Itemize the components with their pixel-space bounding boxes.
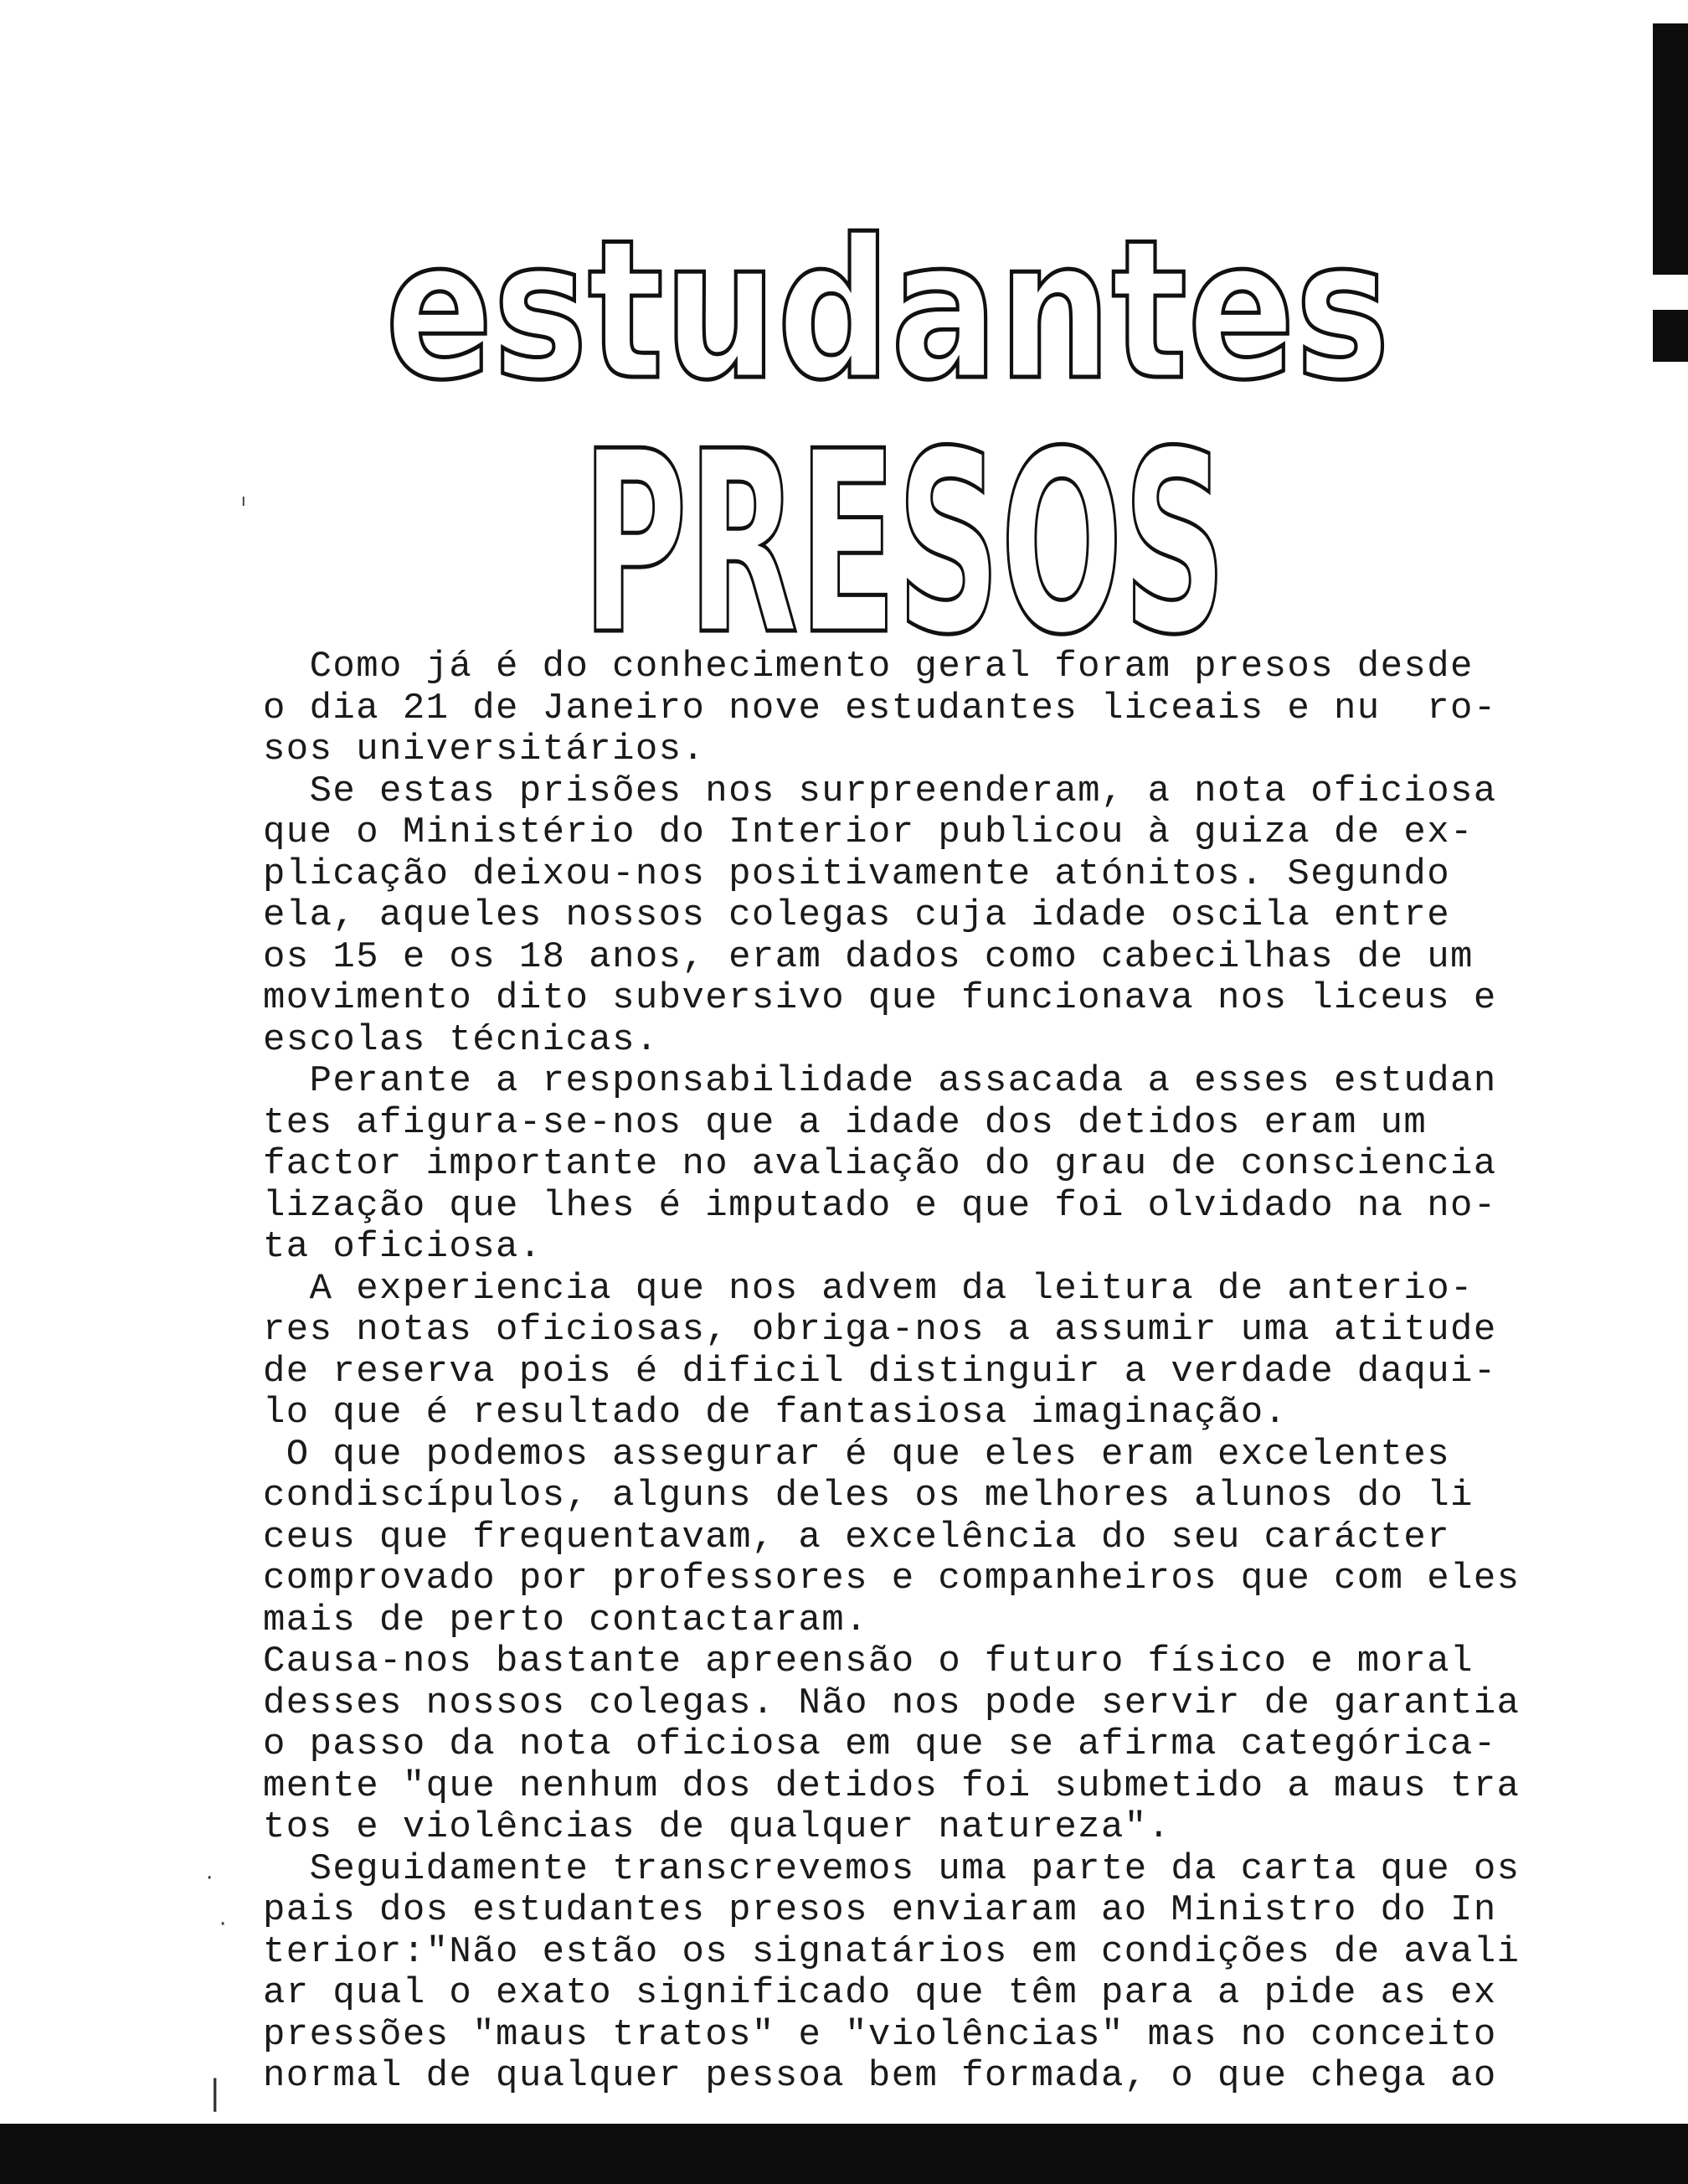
body-line: tes afigura-se-nos que a idade dos detidos eram um (263, 1101, 1428, 1144)
article-body (263, 646, 1653, 2098)
headline-line1: estudantes (385, 214, 1390, 423)
body-line: A experiencia que nos advem da leitura de anterio- (263, 1267, 1474, 1310)
body-line: Como já é do conhecimento geral foram presos desde (263, 646, 1474, 688)
body-line: desses nossos colegas. Não nos pode servir de garantia (263, 1682, 1521, 1724)
headline-line2: PRESOS (582, 398, 1227, 649)
scan-edge-bar-mid (1653, 310, 1688, 362)
body-line: Causa-nos bastante apreensão o futuro físico e moral (263, 1641, 1474, 1682)
body-line: res notas oficiosas, obriga-nos a assumir uma atitude (263, 1309, 1497, 1351)
body-line: comprovado por professores e companheiros que com eles (263, 1558, 1521, 1599)
scan-edge-bar-bottom (0, 2124, 1688, 2184)
body-line: lização que lhes é imputado e que foi olvidado na no- (263, 1184, 1497, 1227)
body-line: ela, aqueles nossos colegas cuja idade oscila entre (263, 894, 1451, 936)
body-line: os 15 e os 18 anos, eram dados como cabecilhas de um (263, 935, 1474, 978)
margin-bracket: | (209, 2073, 221, 2112)
body-line: condiscípulos, alguns deles os melhores alunos do li (263, 1475, 1474, 1517)
margin-speck: · (219, 1912, 227, 1937)
body-line: de reserva pois é dificil distinguir a verdade daqui- (263, 1350, 1497, 1393)
body-line: factor importante no avaliação do grau de consciencia (263, 1143, 1497, 1185)
body-line: mente "que nenhum dos detidos foi submetido a maus tra (263, 1764, 1521, 1807)
body-line: o passo da nota oficiosa em que se afirma categórica- (263, 1723, 1497, 1765)
body-line: Perante a responsabilidade assacada a esses estudan (263, 1060, 1497, 1102)
body-line: que o Ministério do Interior publicou à guiza de ex- (263, 811, 1474, 853)
body-line: lo que é resultado de fantasiosa imaginação. (263, 1392, 1288, 1434)
margin-speck: ı (241, 490, 246, 510)
body-line: pressões "maus tratos" e "violências" mas no conceito (263, 2013, 1497, 2056)
body-line: mais de perto contactaram. (263, 1599, 868, 1641)
body-line: terior:"Não estão os signatários em condições de avali (263, 1930, 1521, 1973)
headline (368, 214, 1407, 649)
body-line: ta oficiosa. (263, 1226, 543, 1268)
body-line: ar qual o exato significado que têm para a pide as ex (263, 1972, 1497, 2014)
body-line: escolas técnicas. (263, 1018, 659, 1061)
body-line: Seguidamente transcrevemos uma parte da carta que os (263, 1847, 1521, 1890)
body-line: normal de qualquer pessoa bem formada, o que chega ao (263, 2055, 1497, 2097)
body-line: ceus que frequentavam, a excelência do seu carácter (263, 1516, 1451, 1558)
body-line: sos universitários. (263, 729, 706, 770)
body-line: O que podemos assegurar é que eles eram excelentes (263, 1433, 1451, 1476)
body-line: o dia 21 de Janeiro nove estudantes liceais e nu ro- (263, 687, 1497, 729)
body-line: movimento dito subversivo que funcionava nos liceus e (263, 977, 1497, 1019)
scan-edge-bar-top (1653, 23, 1688, 275)
body-line: tos e violências de qualquer natureza". (263, 1806, 1171, 1848)
headline-graphic (368, 214, 1407, 649)
body-line: plicação deixou-nos positivamente atónitos. Segundo (263, 852, 1451, 895)
body-line: Se estas prisões nos surpreenderam, a nota oficiosa (263, 770, 1497, 812)
margin-speck: · (206, 1866, 214, 1891)
body-line: pais dos estudantes presos enviaram ao Ministro do In (263, 1889, 1497, 1931)
